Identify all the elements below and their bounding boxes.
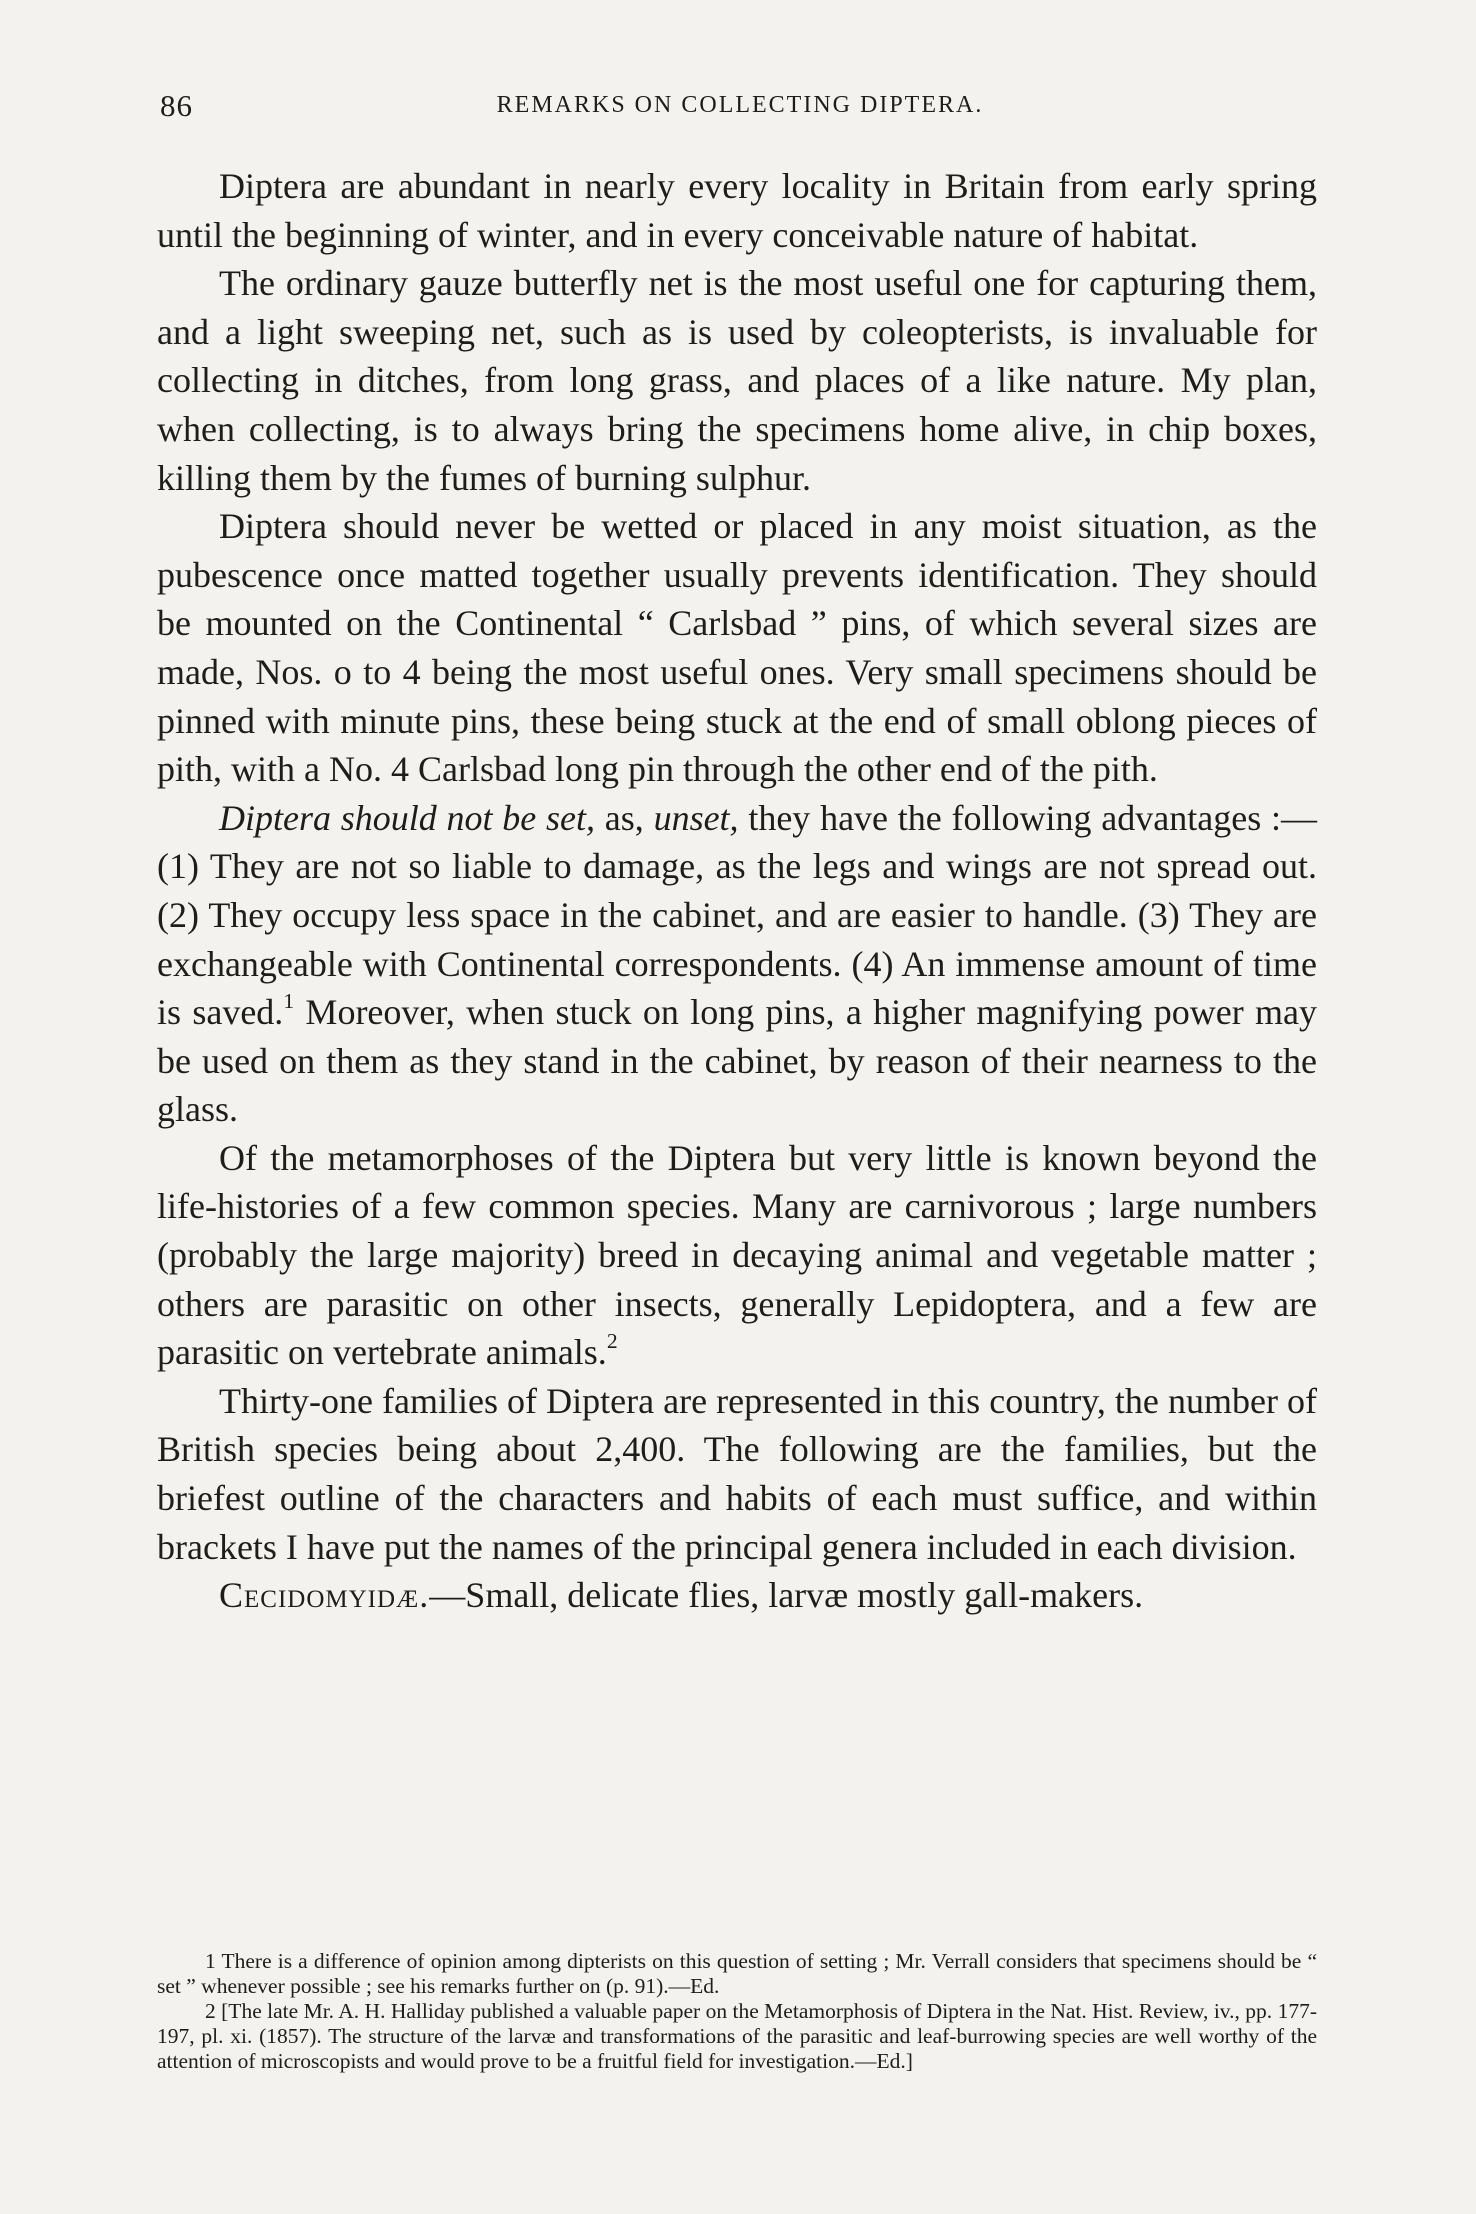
- cecidomyidae-description: —Small, delicate flies, larvæ mostly gall-makers.: [429, 1575, 1144, 1616]
- footnote-1: 1 There is a difference of opinion among dipterists on this question of setting ; Mr. Verrall considers that specimens should be “ set ” whenever possible ; see his remarks further on (p. 91).—Ed.: [157, 1949, 1317, 1998]
- footnote-2: 2 [The late Mr. A. H. Halliday published a valuable paper on the Metamorphosis of Diptera in the Nat. Hist. Review, iv., pp. 177-197, pl. xi. (1857). The structure of the larvæ and transformations of the parasitic and leaf-burrowing species are well worthy of the attention of microscopists and would prove to be a fruitful field for investigation.—Ed.]: [157, 1999, 1317, 2073]
- paragraph-families: Thirty-one families of Diptera are represented in this country, the number of British species being about 2,400. The following are the families, but the briefest outline of the characters and habits of each must suffice, and within brackets I have put the names of the principal genera included in each division.: [157, 1380, 1317, 1567]
- main-text: [157, 162, 1317, 1620]
- family-name-cecidomyidae: Cecidomyidæ.: [219, 1575, 430, 1616]
- setting-text-continued: Moreover, when stuck on long pins, a higher magnifying power may be used on them as they stand in the cabinet, by reason of their nearness to the glass.: [157, 992, 1317, 1130]
- paragraph-metamorphoses: [157, 1134, 1317, 1377]
- metamorphoses-text: Of the metamorphoses of the Diptera but very little is known beyond the life-histories of a few common species. Many are carnivorous ; large numbers (probably the large majority) breed in decaying animal and vegetable matter ; others are parasitic on other insects, generally Lepidoptera, and a few are parasitic on vertebrate animals.: [157, 1137, 1317, 1373]
- paragraph-abundance: Diptera are abundant in nearly every locality in Britain from early spring until the beginning of winter, and in every conceivable nature of habitat.: [157, 166, 1317, 255]
- paragraph-nets: The ordinary gauze butterfly net is the most useful one for capturing them, and a light sweeping net, such as is used by coleopterists, is invaluable for collecting in ditches, from long grass, and places of a like nature. My plan, when collecting, is to always bring the specimens home alive, in chip boxes, killing them by the fumes of burning sulphur.: [157, 263, 1317, 498]
- running-title: REMARKS ON COLLECTING DIPTERA.: [496, 92, 984, 118]
- page-number: 86: [160, 88, 193, 123]
- paragraph-mounting: Diptera should never be wetted or placed in any moist situation, as the pubescence once matted together usually prevents identification. They should be mounted on the Continental “ Carlsbad ” pins, of which several sizes are made, Nos. o to 4 being the most useful ones. Very small specimens should be pinned with minute pins, these being stuck at the end of small oblong pieces of pith, with a No. 4 Carlsbad long pin through the other end of the pith.: [157, 506, 1317, 790]
- page-header: [160, 88, 1320, 132]
- setting-mid-text: as,: [595, 797, 654, 838]
- footnotes: [157, 1949, 1317, 2074]
- setting-text: they have the following advantages :—(1) They are not so liable to damage, as the legs and wings are not spread out. (2) They occupy less space in the cabinet, and are easier to handle. (3) They are exchangeable with Continental correspondents. (4) An immense amount of time is saved.: [157, 797, 1317, 1033]
- paragraph-cecidomyidae: [157, 1571, 1317, 1620]
- setting-italic-lead: Diptera should not be set,: [219, 797, 596, 838]
- footnote-ref-1: 1: [283, 988, 295, 1013]
- paragraph-setting: [157, 794, 1317, 1134]
- setting-italic-unset: unset,: [653, 797, 739, 838]
- footnote-ref-2: 2: [606, 1329, 618, 1354]
